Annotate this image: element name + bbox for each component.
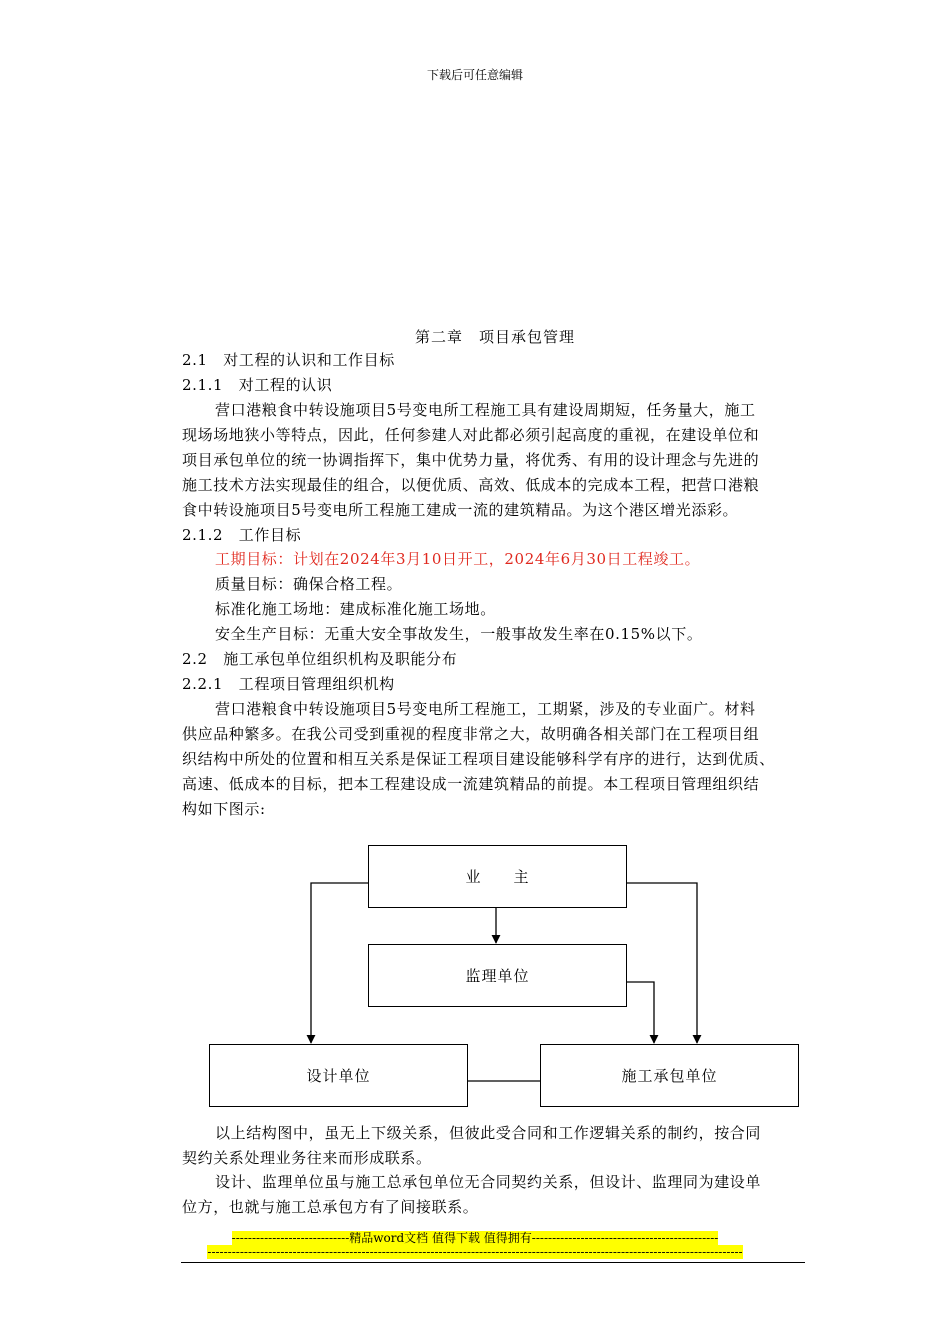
supervisor-box: 监理单位 (368, 944, 627, 1007)
paragraph-line: 位方，也就与施工总承包方有了间接联系。 (182, 1198, 479, 1216)
owner-box: 业 主 (368, 845, 627, 908)
quality-goal: 质量目标：确保合格工程。 (215, 575, 403, 593)
section-heading: 2.2 施工承包单位组织机构及职能分布 (182, 650, 458, 668)
subsection-heading: 2.2.1 工程项目管理组织机构 (182, 675, 395, 693)
paragraph-line: 高速、低成本的目标，把本工程建设成一流建筑精品的前提。本工程项目管理组织结 (182, 775, 760, 793)
paragraph-line: 设计、监理单位虽与施工总承包单位无合同契约关系，但设计、监理同为建设单 (215, 1173, 762, 1191)
contractor-box: 施工承包单位 (540, 1044, 799, 1107)
subsection-heading: 2.1.2 工作目标 (182, 526, 302, 544)
subsection-heading: 2.1.1 对工程的认识 (182, 376, 333, 394)
paragraph-line: 营口港粮食中转设施项目5号变电所工程施工，工期紧，涉及的专业面广。材料 (215, 700, 756, 718)
paragraph-line: 织结构中所处的位置和相互关系是保证工程项目建设能够科学有序的进行，达到优质、 (182, 750, 775, 768)
footer-banner (0, 1229, 950, 1246)
bottom-divider (181, 1262, 805, 1263)
footer-banner-text: -----------------------------精品word文档 值得下载 值得拥有---------------------------------------------- (231, 1231, 719, 1245)
footer-rule (0, 1245, 950, 1259)
schedule-goal: 工期目标：计划在2024年3月10日开工，2024年6月30日工程竣工。 (215, 550, 701, 568)
paragraph-line: 契约关系处理业务往来而形成联系。 (182, 1149, 432, 1167)
paragraph-line: 现场场地狭小等特点，因此，任何参建人对此都必须引起高度的重视，在建设单位和 (182, 426, 760, 444)
paragraph-line: 项目承包单位的统一协调指挥下，集中优势力量，将优秀、有用的设计理念与先进的 (182, 451, 760, 469)
paragraph-line: 以上结构图中，虽无上下级关系，但彼此受合同和工作逻辑关系的制约，按合同 (215, 1124, 762, 1142)
paragraph-line: 施工技术方法实现最佳的组合，以便优质、高效、低成本的完成本工程，把营口港粮 (182, 476, 760, 494)
designer-box: 设计单位 (209, 1044, 468, 1107)
chapter-title: 第二章 项目承包管理 (414, 328, 575, 346)
site-goal: 标准化施工场地：建成标准化施工场地。 (215, 600, 496, 618)
paragraph-line: 营口港粮食中转设施项目5号变电所工程施工具有建设周期短，任务量大，施工 (215, 401, 756, 419)
owner-to-designer-arrow (311, 883, 368, 1043)
footer-rule-text: ------------------------------------------------------------------------------------------------------------------------------------ (207, 1245, 743, 1259)
page-header: 下载后可任意编辑 (426, 68, 523, 82)
safety-goal: 安全生产目标：无重大安全事故发生，一般事故发生率在0.15%以下。 (215, 625, 703, 643)
paragraph-line: 构如下图示: (182, 800, 266, 818)
paragraph-line: 供应品种繁多。在我公司受到重视的程度非常之大，故明确各相关部门在工程项目组 (182, 725, 760, 743)
owner-to-contractor-arrow (627, 883, 697, 1043)
section-heading: 2.1 对工程的认识和工作目标 (182, 351, 395, 369)
paragraph-line: 食中转设施项目5号变电所工程施工建成一流的建筑精品。为这个港区增光添彩。 (182, 501, 739, 519)
supervisor-to-contractor-arrow (627, 982, 654, 1043)
